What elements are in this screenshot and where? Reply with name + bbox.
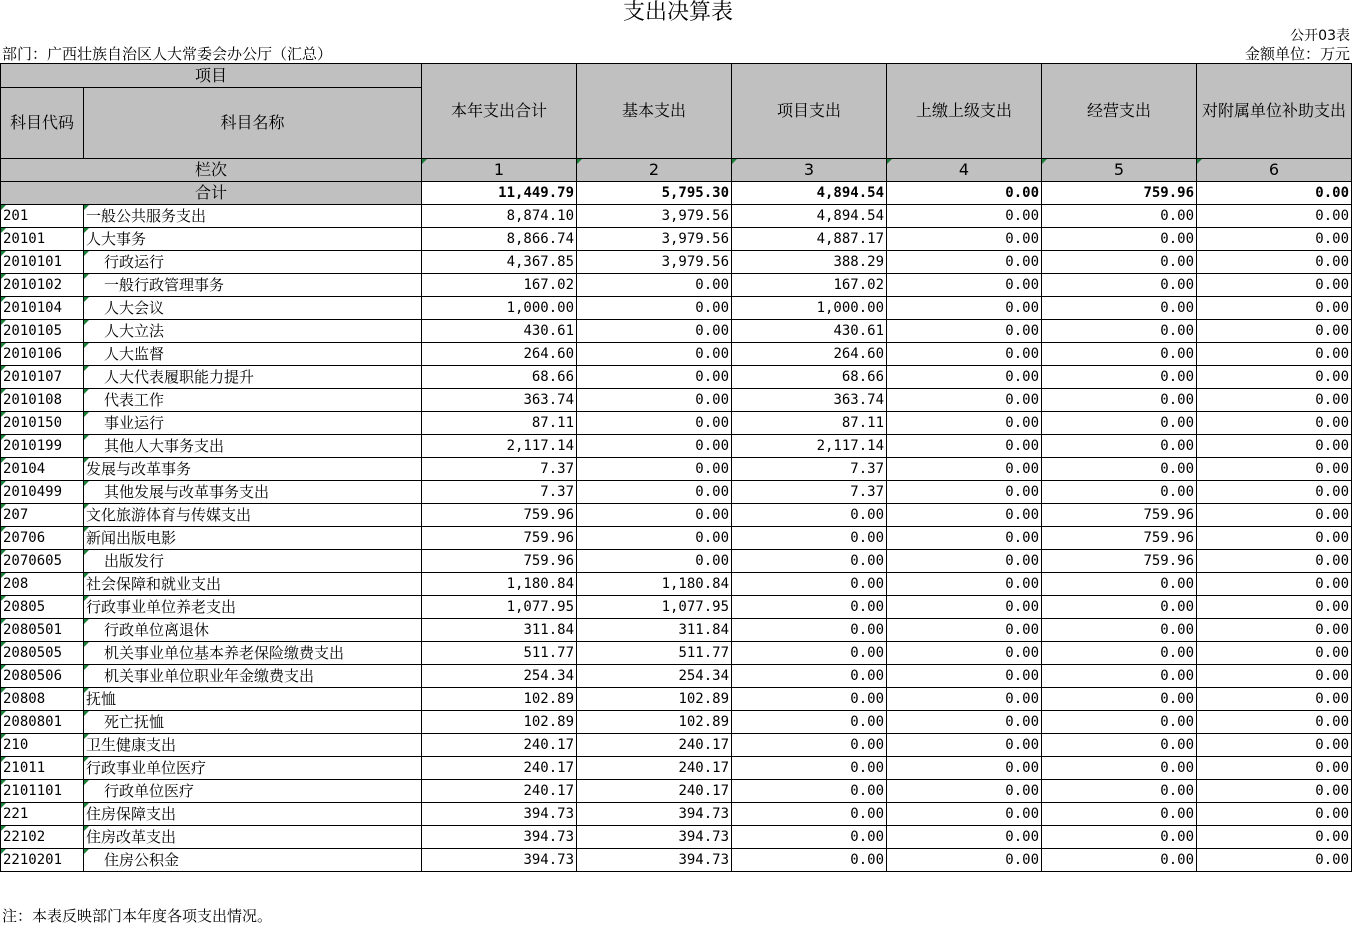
- row-value: 240.17: [577, 734, 732, 757]
- row-value: 0.00: [732, 573, 887, 596]
- row-value: 0.00: [1042, 274, 1197, 297]
- row-name: 社会保障和就业支出: [84, 573, 422, 596]
- row-name: 人大立法: [84, 320, 422, 343]
- row-name: 行政事业单位医疗: [84, 757, 422, 780]
- table-row: [1, 849, 1352, 872]
- row-value: 0.00: [1042, 251, 1197, 274]
- row-code: 2010199: [1, 435, 84, 458]
- header-item: 项目: [1, 64, 422, 88]
- table-row: [1, 711, 1352, 734]
- row-value: 0.00: [1042, 458, 1197, 481]
- row-value: 3,979.56: [577, 228, 732, 251]
- row-value: 0.00: [1042, 619, 1197, 642]
- table-row: [1, 826, 1352, 849]
- row-name: 文化旅游体育与传媒支出: [84, 504, 422, 527]
- row-value: 2,117.14: [732, 435, 887, 458]
- row-code: 2010108: [1, 389, 84, 412]
- row-value: 102.89: [577, 688, 732, 711]
- page-title: 支出决算表: [622, 0, 733, 25]
- row-code: 21011: [1, 757, 84, 780]
- row-value: 240.17: [422, 780, 577, 803]
- row-value: 311.84: [577, 619, 732, 642]
- row-value: 167.02: [732, 274, 887, 297]
- row-value: 264.60: [422, 343, 577, 366]
- row-value: 0.00: [1197, 573, 1352, 596]
- row-value: 759.96: [1042, 527, 1197, 550]
- row-value: 0.00: [887, 688, 1042, 711]
- row-value: 0.00: [577, 412, 732, 435]
- row-name: 抚恤: [84, 688, 422, 711]
- row-code: 2210201: [1, 849, 84, 872]
- row-value: 264.60: [732, 343, 887, 366]
- table-row: [1, 389, 1352, 412]
- table-note: 注：本表反映部门本年度各项支出情况。: [2, 907, 273, 925]
- table-row: [1, 665, 1352, 688]
- row-code: 2080501: [1, 619, 84, 642]
- row-code: 210: [1, 734, 84, 757]
- row-value: 394.73: [422, 803, 577, 826]
- row-code: 201: [1, 205, 84, 228]
- row-value: 0.00: [887, 849, 1042, 872]
- row-code: 2010107: [1, 366, 84, 389]
- row-value: 0.00: [577, 481, 732, 504]
- row-value: 0.00: [1197, 596, 1352, 619]
- row-name: 行政事业单位养老支出: [84, 596, 422, 619]
- row-name: 代表工作: [84, 389, 422, 412]
- row-value: 0.00: [887, 297, 1042, 320]
- row-value: 4,367.85: [422, 251, 577, 274]
- row-value: 0.00: [732, 826, 887, 849]
- row-value: 0.00: [1042, 205, 1197, 228]
- row-value: 0.00: [732, 780, 887, 803]
- row-value: 0.00: [1197, 688, 1352, 711]
- table-code: 公开03表: [1290, 28, 1350, 44]
- header-index: 2: [577, 159, 732, 182]
- row-value: 0.00: [1197, 228, 1352, 251]
- row-value: 363.74: [422, 389, 577, 412]
- row-value: 0.00: [732, 734, 887, 757]
- row-value: 511.77: [577, 642, 732, 665]
- row-value: 0.00: [1042, 573, 1197, 596]
- row-code: 2080505: [1, 642, 84, 665]
- row-value: 0.00: [1042, 596, 1197, 619]
- row-value: 102.89: [577, 711, 732, 734]
- row-name: 机关事业单位基本养老保险缴费支出: [84, 642, 422, 665]
- row-value: 0.00: [732, 642, 887, 665]
- row-name: 人大代表履职能力提升: [84, 366, 422, 389]
- row-value: 0.00: [887, 550, 1042, 573]
- table-row: [1, 688, 1352, 711]
- row-value: 0.00: [887, 596, 1042, 619]
- table-row: [1, 619, 1352, 642]
- row-value: 240.17: [577, 757, 732, 780]
- table-row: [1, 550, 1352, 573]
- row-value: 0.00: [887, 734, 1042, 757]
- row-value: 430.61: [732, 320, 887, 343]
- row-value: 0.00: [887, 642, 1042, 665]
- table-row: [1, 343, 1352, 366]
- row-value: 0.00: [1197, 205, 1352, 228]
- row-code: 208: [1, 573, 84, 596]
- row-value: 0.00: [887, 205, 1042, 228]
- row-value: 0.00: [1197, 642, 1352, 665]
- row-value: 240.17: [422, 757, 577, 780]
- row-value: 0.00: [1197, 251, 1352, 274]
- row-value: 7.37: [732, 481, 887, 504]
- row-name: 其他人大事务支出: [84, 435, 422, 458]
- row-value: 0.00: [887, 803, 1042, 826]
- row-value: 0.00: [732, 757, 887, 780]
- row-value: 759.96: [422, 550, 577, 573]
- row-value: 167.02: [422, 274, 577, 297]
- table-row: [1, 366, 1352, 389]
- header-col5: 经营支出: [1042, 64, 1197, 159]
- header-index: 5: [1042, 159, 1197, 182]
- row-value: 0.00: [1042, 343, 1197, 366]
- total-value: 4,894.54: [732, 182, 887, 205]
- total-label: 合计: [1, 182, 422, 205]
- row-value: 0.00: [732, 619, 887, 642]
- row-value: 0.00: [732, 711, 887, 734]
- row-value: 0.00: [1197, 734, 1352, 757]
- row-value: 0.00: [1042, 826, 1197, 849]
- header-index: 6: [1197, 159, 1352, 182]
- row-value: 0.00: [887, 435, 1042, 458]
- expenditure-table: [0, 63, 1352, 872]
- row-name: 卫生健康支出: [84, 734, 422, 757]
- row-code: 2080506: [1, 665, 84, 688]
- row-code: 20808: [1, 688, 84, 711]
- row-name: 人大监督: [84, 343, 422, 366]
- row-value: 0.00: [887, 504, 1042, 527]
- row-value: 0.00: [1042, 849, 1197, 872]
- row-value: 0.00: [1042, 734, 1197, 757]
- row-value: 430.61: [422, 320, 577, 343]
- row-value: 102.89: [422, 688, 577, 711]
- row-code: 2010105: [1, 320, 84, 343]
- table-row: [1, 228, 1352, 251]
- row-value: 0.00: [887, 251, 1042, 274]
- row-code: 2010102: [1, 274, 84, 297]
- row-value: 0.00: [887, 527, 1042, 550]
- row-value: 0.00: [887, 343, 1042, 366]
- row-value: 8,874.10: [422, 205, 577, 228]
- row-value: 0.00: [577, 527, 732, 550]
- row-name: 一般公共服务支出: [84, 205, 422, 228]
- row-value: 0.00: [1042, 389, 1197, 412]
- row-value: 8,866.74: [422, 228, 577, 251]
- header-index: 4: [887, 159, 1042, 182]
- row-value: 0.00: [577, 320, 732, 343]
- row-value: 0.00: [1197, 412, 1352, 435]
- row-value: 240.17: [577, 780, 732, 803]
- table-row: [1, 251, 1352, 274]
- row-value: 394.73: [577, 826, 732, 849]
- row-value: 759.96: [1042, 550, 1197, 573]
- total-value: 11,449.79: [422, 182, 577, 205]
- row-code: 207: [1, 504, 84, 527]
- row-value: 240.17: [422, 734, 577, 757]
- table-row: [1, 458, 1352, 481]
- row-value: 0.00: [887, 320, 1042, 343]
- header-row-index-label: 栏次: [1, 159, 422, 182]
- row-value: 394.73: [577, 803, 732, 826]
- row-value: 0.00: [1042, 757, 1197, 780]
- row-value: 0.00: [577, 366, 732, 389]
- row-value: 87.11: [422, 412, 577, 435]
- row-value: 511.77: [422, 642, 577, 665]
- row-value: 0.00: [732, 504, 887, 527]
- row-name: 出版发行: [84, 550, 422, 573]
- row-code: 2010499: [1, 481, 84, 504]
- row-name: 其他发展与改革事务支出: [84, 481, 422, 504]
- row-value: 7.37: [422, 481, 577, 504]
- row-value: 0.00: [1042, 412, 1197, 435]
- row-value: 388.29: [732, 251, 887, 274]
- row-value: 0.00: [887, 826, 1042, 849]
- row-name: 住房改革支出: [84, 826, 422, 849]
- row-name: 人大会议: [84, 297, 422, 320]
- row-value: 0.00: [1197, 826, 1352, 849]
- row-value: 0.00: [577, 504, 732, 527]
- total-row: [1, 182, 1352, 205]
- row-value: 0.00: [887, 228, 1042, 251]
- table-row: [1, 504, 1352, 527]
- row-value: 0.00: [1042, 642, 1197, 665]
- row-code: 20805: [1, 596, 84, 619]
- row-value: 0.00: [732, 550, 887, 573]
- total-value: 0.00: [887, 182, 1042, 205]
- row-value: 102.89: [422, 711, 577, 734]
- table-row: [1, 481, 1352, 504]
- row-value: 0.00: [1042, 711, 1197, 734]
- row-value: 0.00: [1197, 711, 1352, 734]
- header-col2: 基本支出: [577, 64, 732, 159]
- row-value: 759.96: [1042, 504, 1197, 527]
- header-col1: 本年支出合计: [422, 64, 577, 159]
- table-row: [1, 412, 1352, 435]
- row-code: 2010150: [1, 412, 84, 435]
- row-name: 行政运行: [84, 251, 422, 274]
- row-name: 行政单位医疗: [84, 780, 422, 803]
- row-value: 0.00: [887, 389, 1042, 412]
- row-value: 3,979.56: [577, 251, 732, 274]
- row-value: 0.00: [1197, 389, 1352, 412]
- table-row: [1, 527, 1352, 550]
- table-row: [1, 803, 1352, 826]
- row-value: 68.66: [732, 366, 887, 389]
- row-value: 0.00: [1197, 849, 1352, 872]
- row-name: 事业运行: [84, 412, 422, 435]
- row-value: 0.00: [1197, 504, 1352, 527]
- row-value: 0.00: [577, 274, 732, 297]
- row-value: 68.66: [422, 366, 577, 389]
- row-value: 0.00: [887, 619, 1042, 642]
- header-col4: 上缴上级支出: [887, 64, 1042, 159]
- header-col6: 对附属单位补助支出: [1197, 64, 1352, 159]
- row-value: 0.00: [887, 665, 1042, 688]
- row-code: 2070605: [1, 550, 84, 573]
- row-value: 0.00: [577, 343, 732, 366]
- header-name: 科目名称: [84, 88, 422, 159]
- row-value: 0.00: [1197, 481, 1352, 504]
- row-code: 20104: [1, 458, 84, 481]
- row-value: 87.11: [732, 412, 887, 435]
- row-code: 2010104: [1, 297, 84, 320]
- row-code: 22102: [1, 826, 84, 849]
- table-row: [1, 734, 1352, 757]
- row-value: 1,000.00: [732, 297, 887, 320]
- row-value: 0.00: [1197, 297, 1352, 320]
- unit-label: 金额单位：万元: [1244, 45, 1350, 63]
- row-value: 1,077.95: [577, 596, 732, 619]
- table-row: [1, 320, 1352, 343]
- row-value: 0.00: [732, 665, 887, 688]
- row-value: 0.00: [1197, 435, 1352, 458]
- row-value: 311.84: [422, 619, 577, 642]
- row-value: 0.00: [1197, 458, 1352, 481]
- row-value: 0.00: [887, 458, 1042, 481]
- row-value: 1,180.84: [422, 573, 577, 596]
- row-value: 0.00: [1042, 481, 1197, 504]
- row-value: 0.00: [1042, 297, 1197, 320]
- table-row: [1, 205, 1352, 228]
- row-value: 0.00: [1042, 688, 1197, 711]
- table-row: [1, 435, 1352, 458]
- row-name: 住房公积金: [84, 849, 422, 872]
- table-row: [1, 573, 1352, 596]
- row-name: 行政单位离退休: [84, 619, 422, 642]
- row-value: 0.00: [1197, 550, 1352, 573]
- row-value: 0.00: [1042, 780, 1197, 803]
- row-name: 机关事业单位职业年金缴费支出: [84, 665, 422, 688]
- row-value: 0.00: [887, 780, 1042, 803]
- row-value: 0.00: [1197, 619, 1352, 642]
- table-row: [1, 274, 1352, 297]
- row-value: 394.73: [422, 826, 577, 849]
- row-value: 0.00: [1197, 527, 1352, 550]
- row-value: 394.73: [422, 849, 577, 872]
- row-value: 3,979.56: [577, 205, 732, 228]
- row-value: 0.00: [1042, 320, 1197, 343]
- row-value: 0.00: [732, 849, 887, 872]
- row-code: 20101: [1, 228, 84, 251]
- row-name: 新闻出版电影: [84, 527, 422, 550]
- row-value: 254.34: [422, 665, 577, 688]
- row-value: 0.00: [887, 481, 1042, 504]
- header-col3: 项目支出: [732, 64, 887, 159]
- row-value: 0.00: [1197, 343, 1352, 366]
- table-row: [1, 297, 1352, 320]
- row-value: 0.00: [1197, 780, 1352, 803]
- row-value: 0.00: [1197, 320, 1352, 343]
- row-value: 0.00: [1042, 228, 1197, 251]
- row-value: 4,894.54: [732, 205, 887, 228]
- table-row: [1, 757, 1352, 780]
- row-value: 1,077.95: [422, 596, 577, 619]
- header-index: 3: [732, 159, 887, 182]
- row-code: 2080801: [1, 711, 84, 734]
- row-name: 一般行政管理事务: [84, 274, 422, 297]
- row-value: 0.00: [1042, 366, 1197, 389]
- row-value: 0.00: [1042, 665, 1197, 688]
- row-value: 2,117.14: [422, 435, 577, 458]
- row-value: 1,000.00: [422, 297, 577, 320]
- row-name: 死亡抚恤: [84, 711, 422, 734]
- row-value: 0.00: [887, 274, 1042, 297]
- table-row: [1, 596, 1352, 619]
- row-value: 7.37: [732, 458, 887, 481]
- row-value: 0.00: [732, 596, 887, 619]
- row-value: 0.00: [1197, 757, 1352, 780]
- header-code: 科目代码: [1, 88, 84, 159]
- row-value: 0.00: [1197, 803, 1352, 826]
- row-value: 0.00: [732, 527, 887, 550]
- row-code: 2101101: [1, 780, 84, 803]
- table-row: [1, 642, 1352, 665]
- row-code: 2010101: [1, 251, 84, 274]
- row-code: 221: [1, 803, 84, 826]
- row-value: 394.73: [577, 849, 732, 872]
- row-value: 0.00: [577, 550, 732, 573]
- table-row: [1, 780, 1352, 803]
- row-value: 0.00: [577, 435, 732, 458]
- row-value: 0.00: [887, 711, 1042, 734]
- total-value: 759.96: [1042, 182, 1197, 205]
- row-code: 20706: [1, 527, 84, 550]
- row-value: 0.00: [1197, 665, 1352, 688]
- row-value: 7.37: [422, 458, 577, 481]
- row-value: 0.00: [887, 412, 1042, 435]
- row-value: 0.00: [1197, 274, 1352, 297]
- row-name: 发展与改革事务: [84, 458, 422, 481]
- row-value: 0.00: [732, 803, 887, 826]
- header-index: 1: [422, 159, 577, 182]
- row-name: 人大事务: [84, 228, 422, 251]
- row-value: 0.00: [577, 297, 732, 320]
- row-value: 0.00: [887, 366, 1042, 389]
- row-value: 0.00: [1042, 803, 1197, 826]
- row-value: 0.00: [577, 389, 732, 412]
- row-value: 0.00: [1197, 366, 1352, 389]
- row-value: 363.74: [732, 389, 887, 412]
- row-value: 254.34: [577, 665, 732, 688]
- row-value: 0.00: [887, 757, 1042, 780]
- row-name: 住房保障支出: [84, 803, 422, 826]
- row-value: 1,180.84: [577, 573, 732, 596]
- row-value: 0.00: [577, 458, 732, 481]
- total-value: 5,795.30: [577, 182, 732, 205]
- department-label: 部门：广西壮族自治区人大常委会办公厅（汇总）: [2, 45, 333, 63]
- row-value: 759.96: [422, 527, 577, 550]
- row-value: 0.00: [887, 573, 1042, 596]
- row-value: 4,887.17: [732, 228, 887, 251]
- row-value: 0.00: [732, 688, 887, 711]
- row-code: 2010106: [1, 343, 84, 366]
- total-value: 0.00: [1197, 182, 1352, 205]
- row-value: 0.00: [1042, 435, 1197, 458]
- row-value: 759.96: [422, 504, 577, 527]
